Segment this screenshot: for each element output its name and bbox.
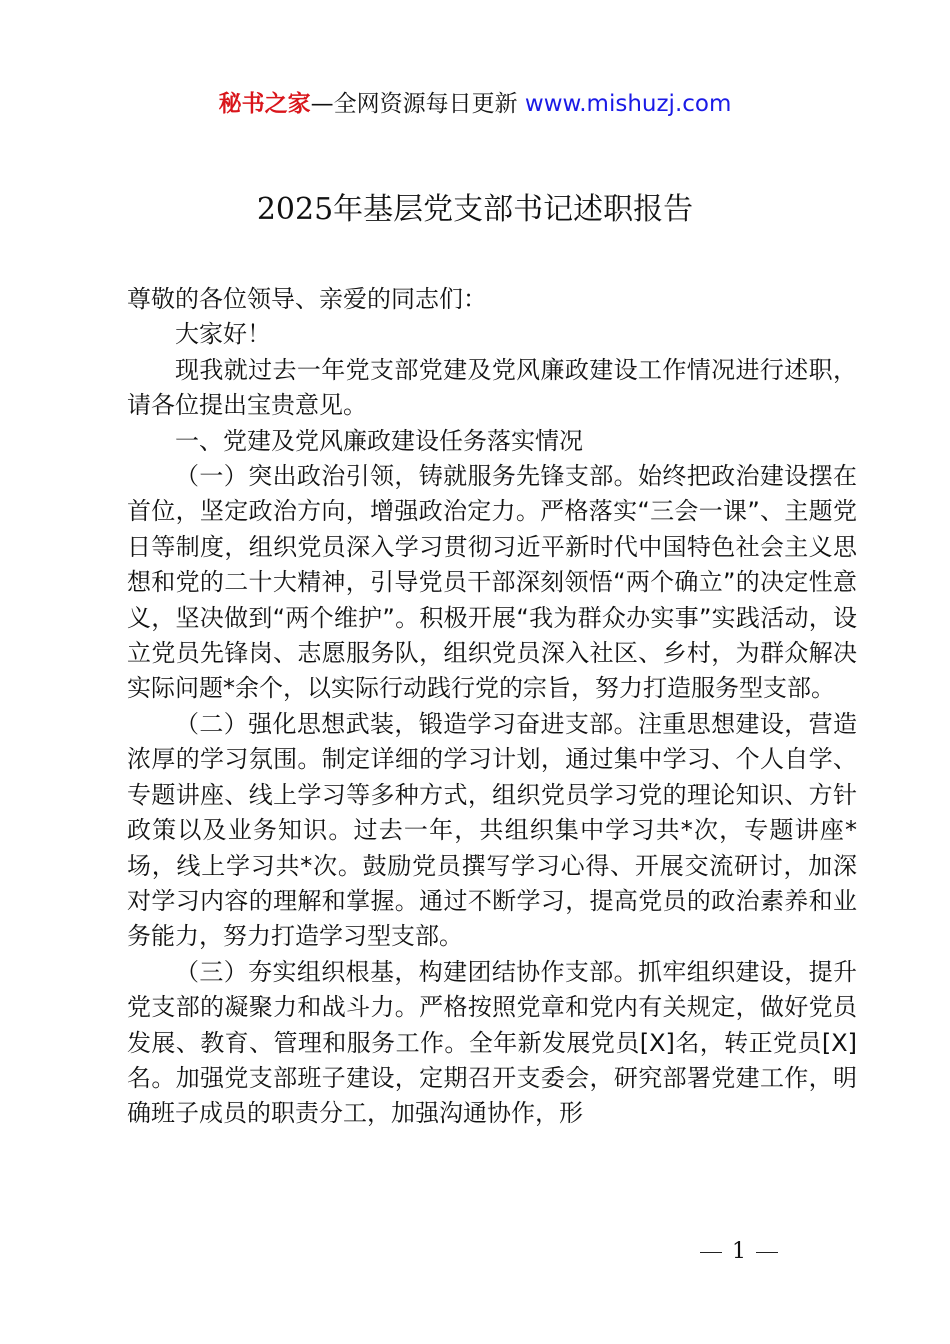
site-header-banner xyxy=(0,88,950,120)
page-number: 1 xyxy=(732,1239,746,1264)
intro-paragraph: 现我就过去一年党支部党建及党风廉政建设工作情况进行述职，请各位提出宝贵意见。 xyxy=(127,355,857,420)
paragraph-1: （一）突出政治引领，铸就服务先锋支部。始终把政治建设摆在首位，坚定政治方向，增强政治定力。严格落实“三会一课”、主题党日等制度，组织党员深入学习贯彻习近平新时代中国特色社会主义思想和党的二十大精神，引导党员干部深刻领悟“两个确立”的决定性意义，坚决做到“两个维护”。积极开展“我为群众办实事”实践活动，设立党员先锋岗、志愿服务队，组织党员深入社区、乡村，为群众解决实际问题*余个，以实际行动践行党的宗旨，努力打造服务型支部。 xyxy=(127,462,857,703)
footer-dash-left xyxy=(700,1252,722,1253)
page-footer xyxy=(700,1237,778,1267)
section-heading: 一、党建及党风廉政建设任务落实情况 xyxy=(175,426,583,455)
salutation: 尊敬的各位领导、亲爱的同志们： xyxy=(127,285,487,313)
paragraph-3: （三）夯实组织根基，构建团结协作支部。抓牢组织建设，提升党支部的凝聚力和战斗力。严格按照党章和党内有关规定，做好党员发展、教育、管理和服务工作。全年新发展党员[X]名，转正党员[X]名。加强党支部班子建设，定期召开支委会，研究部署党建工作，明确班子成员的职责分工，加强沟通协作，形 xyxy=(127,957,857,1128)
document-body xyxy=(127,282,857,1132)
footer-dash-right xyxy=(756,1252,778,1253)
site-brand-name: 秘书之家 xyxy=(218,91,311,117)
site-url-link[interactable]: www.mishuzj.com xyxy=(524,91,732,117)
document-title: 2025年基层党支部书记述职报告 xyxy=(256,192,694,227)
site-slogan: —全网资源每日更新 xyxy=(310,91,518,117)
paragraph-2: （二）强化思想武装，锻造学习奋进支部。注重思想建设，营造浓厚的学习氛围。制定详细的学习计划，通过集中学习、个人自学、专题讲座、线上学习等多种方式，组织党员学习党的理论知识、方针政策以及业务知识。过去一年，共组织集中学习共*次，专题讲座*场，线上学习共*次。鼓励党员撰写学习心得、开展交流研讨，加深对学习内容的理解和掌握。通过不断学习，提高党员的政治素养和业务能力，努力打造学习型支部。 xyxy=(127,709,857,951)
greeting: 大家好！ xyxy=(175,320,271,349)
